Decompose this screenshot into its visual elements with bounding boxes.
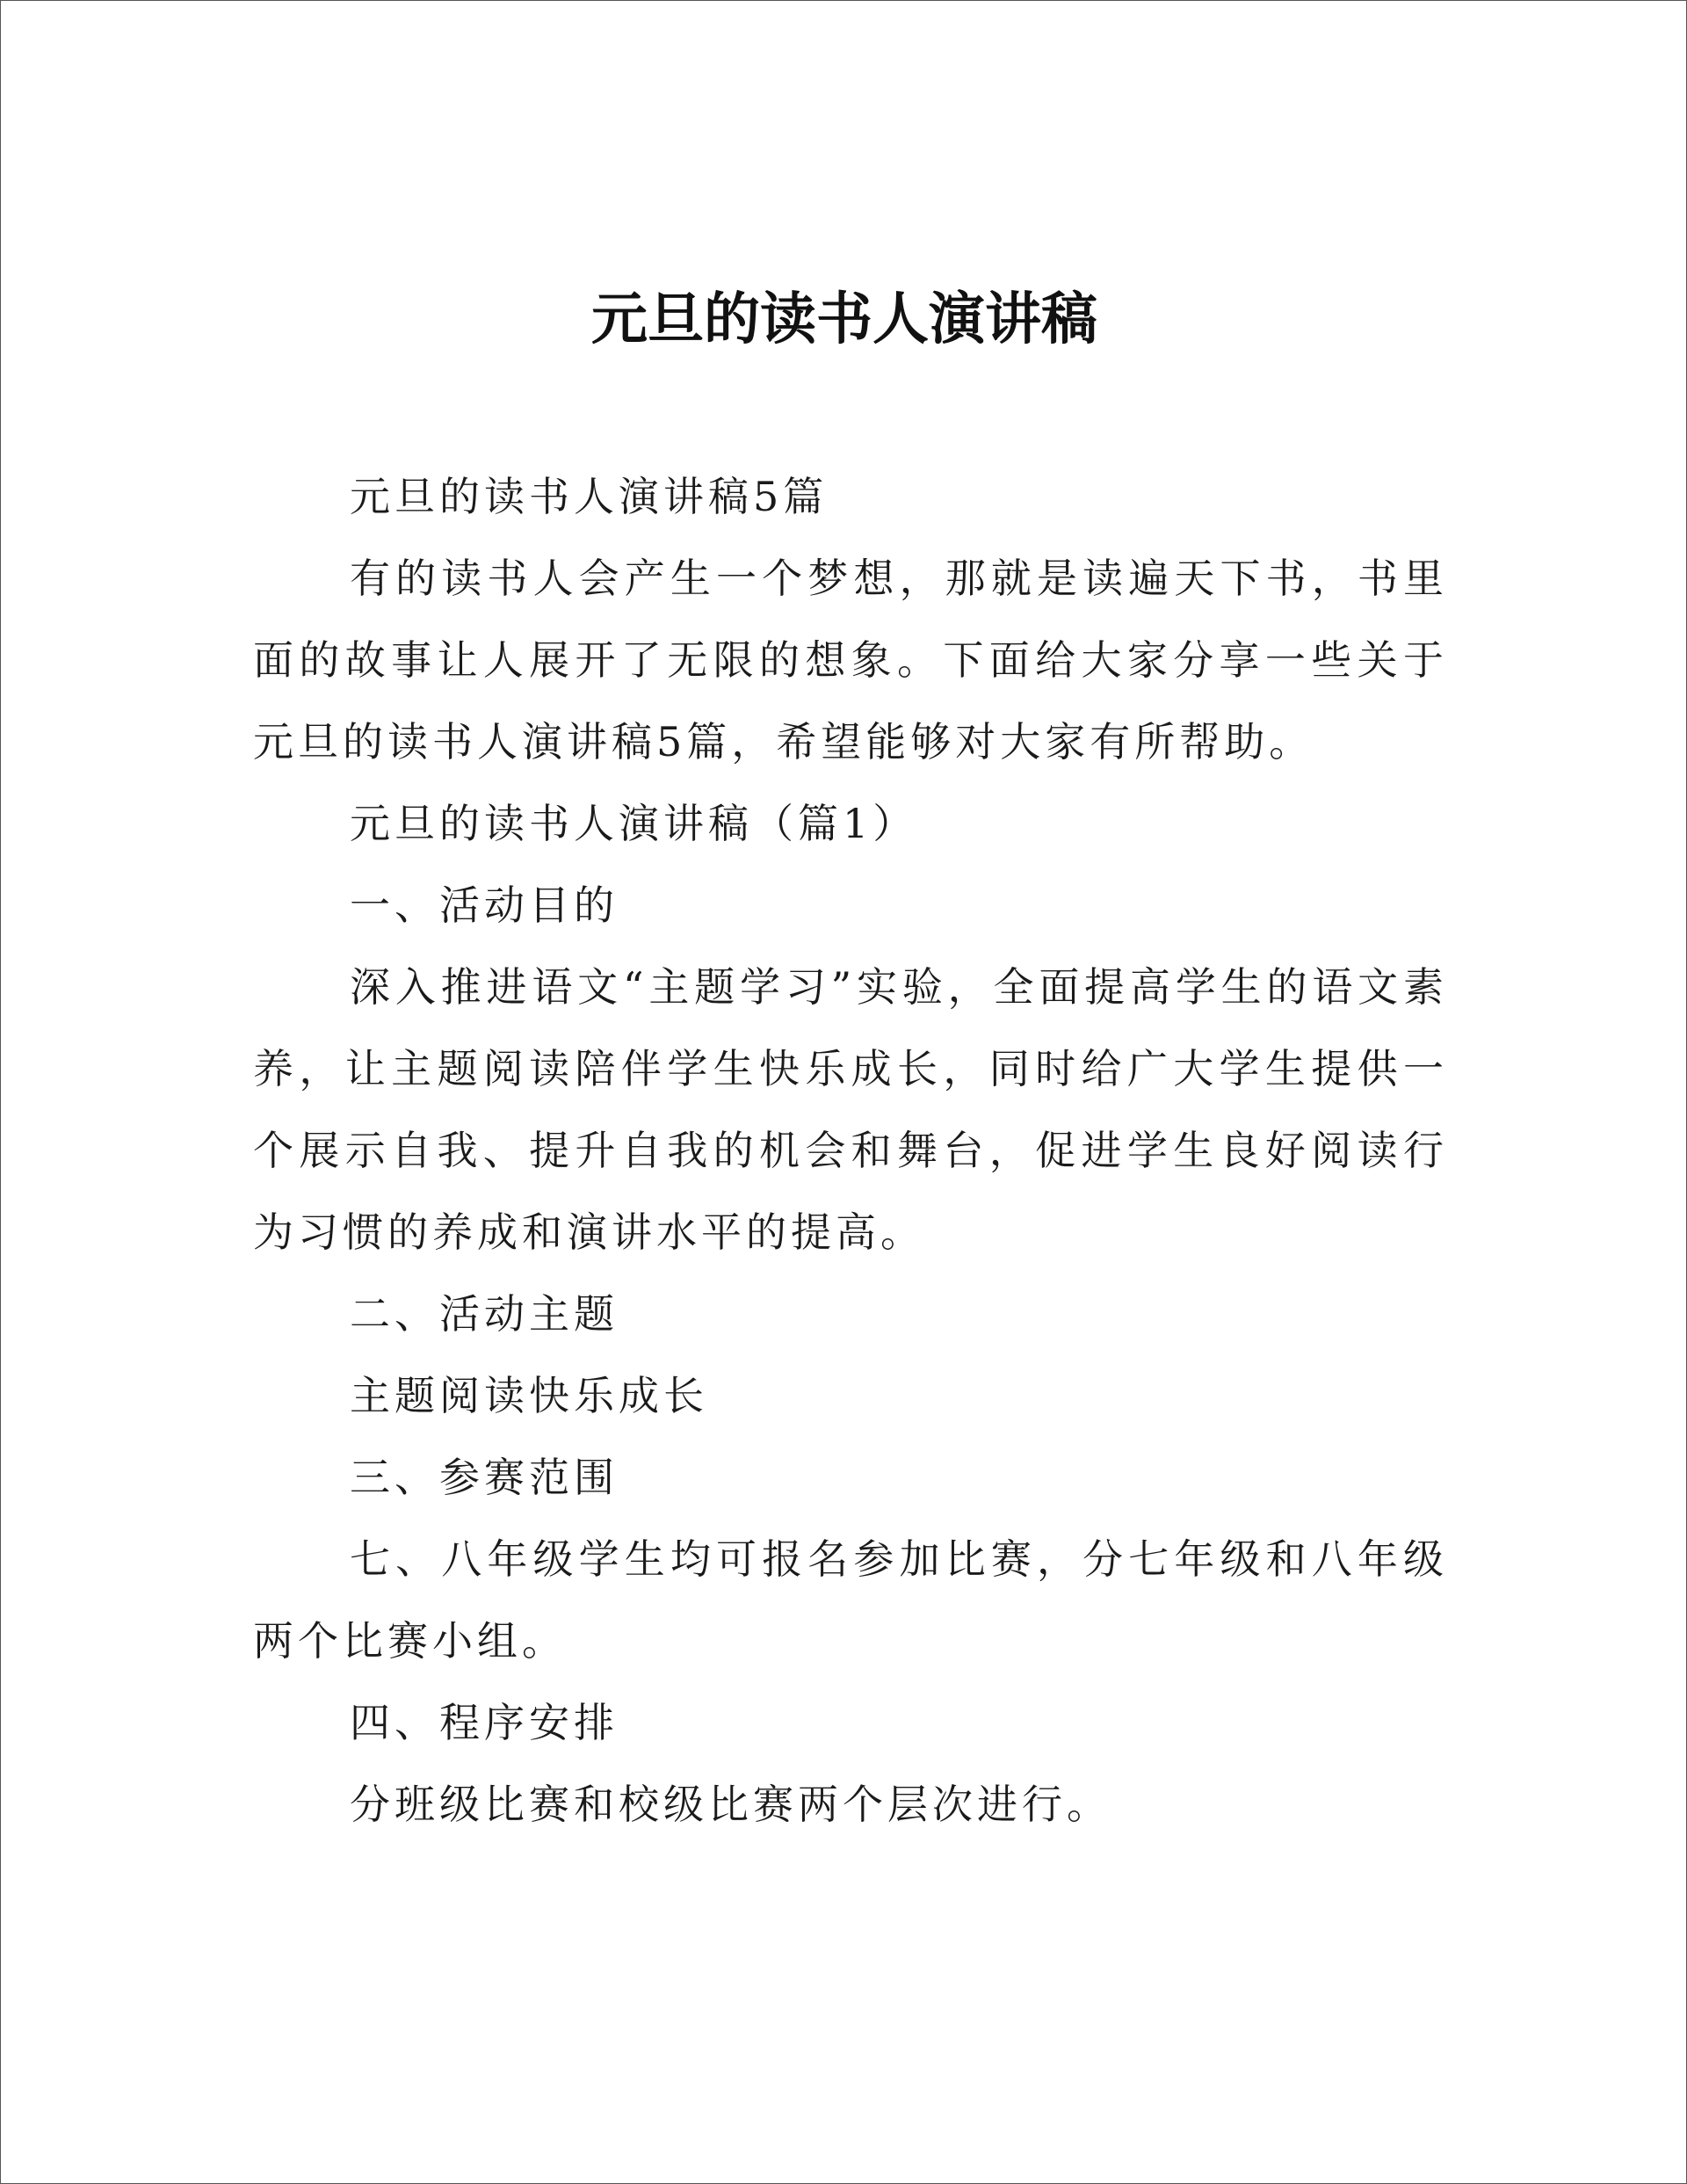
- document-body: [253, 456, 1448, 1846]
- paragraph-heading-purpose: 一、活动目的: [350, 882, 619, 929]
- paragraph-purpose: 深入推进语文“主题学习”实验，全面提高学生的语文素养，让主题阅读陪伴学生快乐成长，同时给广大学生提供一个展示自我、提升自我的机会和舞台，促进学生良好阅读行为习惯的养成和演讲水平的提高。: [253, 963, 1448, 1256]
- paragraph-section-heading: 元旦的读书人演讲稿（篇1）: [350, 800, 918, 847]
- paragraph-subtitle: 元旦的读书人演讲稿5篇: [350, 473, 829, 520]
- paragraph-intro: 有的读书人会产生一个梦想，那就是读遍天下书，书里面的故事让人展开了无限的想象。下面给大家分享一些关于元旦的读书人演讲稿5篇，希望能够对大家有所帮助。: [253, 555, 1448, 765]
- paragraph-heading-schedule: 四、程序安排: [350, 1699, 619, 1746]
- paragraph-theme: 主题阅读快乐成长: [350, 1372, 708, 1419]
- paragraph-heading-theme: 二、活动主题: [350, 1290, 619, 1338]
- paragraph-schedule: 分班级比赛和校级比赛两个层次进行。: [350, 1781, 1111, 1828]
- document-title: 元旦的读书人演讲稿: [591, 287, 1097, 352]
- paragraph-scope: 七、八年级学生均可报名参加比赛，分七年级和八年级两个比赛小组。: [253, 1535, 1448, 1665]
- paragraph-heading-scope: 三、参赛范围: [350, 1454, 619, 1501]
